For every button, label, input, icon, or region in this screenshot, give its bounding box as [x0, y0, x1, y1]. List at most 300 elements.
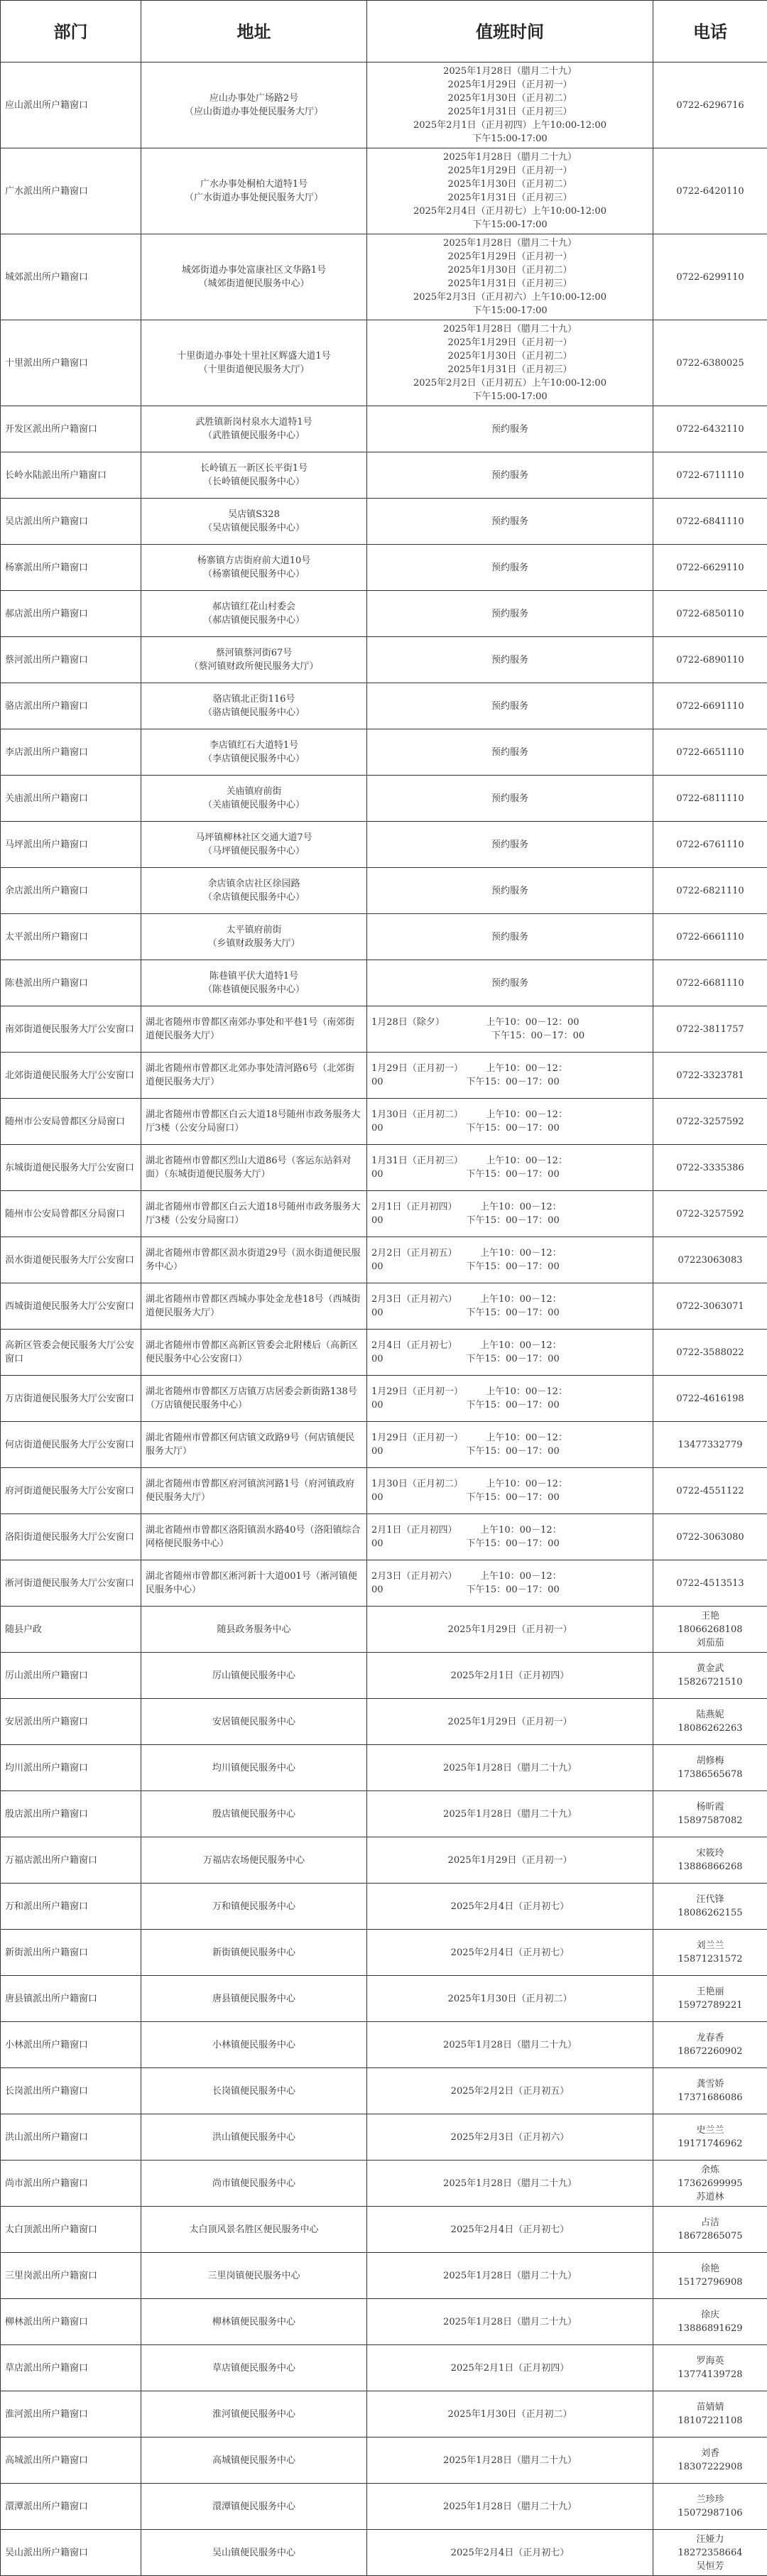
address-line: 吴山镇便民服务中心 — [148, 2546, 359, 2560]
phone-cell — [653, 2114, 767, 2161]
dept-cell: 东城街道便民服务大厅公安窗口 — [1, 1145, 141, 1191]
time-line: 2025年2月4日（正月初七） — [370, 1900, 650, 1913]
phone-cell: 0722-6432110 — [653, 406, 767, 452]
time-line: 2025年1月30日（正月初二） — [370, 92, 650, 105]
table-row — [1, 1422, 767, 1468]
time-cell — [367, 1607, 653, 1653]
address-cell — [141, 2438, 367, 2484]
phone-cell: 0722-6296716 — [653, 63, 767, 148]
time-line: 2025年1月28日（腊月二十九） — [370, 2454, 650, 2467]
phone-line: 18066268108 — [656, 1623, 764, 1636]
dept-cell: 新街派出所户籍窗口 — [1, 1930, 141, 1976]
address-cell — [141, 406, 367, 452]
time-cell — [367, 1514, 653, 1560]
address-line: 安居镇便民服务中心 — [148, 1715, 359, 1729]
address-line: 湖北省随州市曾都区府河镇滨河路1号（府河镇政府便民服务大厅） — [146, 1477, 364, 1504]
address-line: 万和镇便民服务中心 — [148, 1900, 359, 1913]
dept-cell: 草店派出所户籍窗口 — [1, 2345, 141, 2391]
time-line: 下午15:00-17:00 — [370, 132, 650, 146]
phone-cell — [653, 2253, 767, 2299]
address-cell — [141, 1699, 367, 1745]
time-cell — [367, 1237, 653, 1283]
time-line: 2025年2月4日（正月初七） — [370, 2546, 650, 2560]
phone-cell — [653, 1653, 767, 1699]
address-line: 余店镇余店社区徐园路 — [148, 877, 359, 891]
phone-cell — [653, 2438, 767, 2484]
dept-cell: 尚市派出所户籍窗口 — [1, 2161, 141, 2207]
address-line: 城郊街道办事处富康社区文华路1号 — [148, 263, 359, 277]
phone-cell: 0722-3811757 — [653, 1006, 767, 1053]
time-cell — [367, 1099, 653, 1145]
time-cell — [367, 591, 653, 637]
time-line: 00 下午15：00－17：00 — [371, 1583, 650, 1597]
phone-cell: 0722-6681110 — [653, 960, 767, 1006]
table-row — [1, 2253, 767, 2299]
phone-line: 13774139728 — [656, 2368, 764, 2381]
time-line: 2025年1月28日（腊月二十九） — [370, 1761, 650, 1775]
table-row — [1, 1884, 767, 1930]
table-row — [1, 1976, 767, 2022]
time-cell — [367, 2114, 653, 2161]
dept-cell: 十里派出所户籍窗口 — [1, 320, 141, 406]
address-line: 湖北省随州市曾都区白云大道18号随州市政务服务大厅3楼（公安分局窗口） — [146, 1200, 364, 1227]
phone-line: 王艳丽 — [656, 1985, 764, 1999]
phone-line: 15826721510 — [656, 1675, 764, 1689]
address-line: 李店镇红石大道特1号 — [148, 739, 359, 752]
address-line: （蔡河镇财政所便民服务大厅） — [148, 660, 359, 673]
address-line: （郝店镇便民服务中心） — [148, 614, 359, 627]
time-line: 2025年2月1日（正月初四） — [370, 1669, 650, 1683]
phone-cell — [653, 1930, 767, 1976]
header-time: 值班时间 — [367, 1, 653, 63]
phone-line: 龙春香 — [656, 2031, 764, 2045]
dept-cell: 随县户政 — [1, 1607, 141, 1653]
phone-line: 18307222908 — [656, 2460, 764, 2474]
phone-line: 苗婧婧 — [656, 2401, 764, 2414]
table-row — [1, 960, 767, 1006]
time-line: 2025年1月30日（正月初二） — [370, 263, 650, 277]
table-row — [1, 1607, 767, 1653]
dept-cell: 安居派出所户籍窗口 — [1, 1699, 141, 1745]
address-cell — [141, 1791, 367, 1837]
dept-cell: 城郊派出所户籍窗口 — [1, 234, 141, 320]
time-cell — [367, 683, 653, 729]
time-line: 预约服务 — [370, 607, 650, 621]
address-line: 关庙镇府前街 — [148, 785, 359, 798]
phone-line: 18086262263 — [656, 1722, 764, 1735]
address-line: 湖北省随州市曾都区南郊办事处和平巷1号（南郊街道便民服务大厅） — [146, 1016, 364, 1043]
dept-cell: 马坪派出所户籍窗口 — [1, 822, 141, 868]
dept-cell: 洛阳街道便民服务大厅公安窗口 — [1, 1514, 141, 1560]
address-line: 均川镇便民服务中心 — [148, 1761, 359, 1775]
table-row — [1, 1653, 767, 1699]
address-cell — [141, 2068, 367, 2114]
phone-line: 18272358664 — [656, 2546, 764, 2560]
address-line: 应山办事处广场路2号 — [148, 92, 359, 105]
phone-cell: 0722-3588022 — [653, 1330, 767, 1376]
table-row — [1, 1791, 767, 1837]
time-line: 预约服务 — [370, 838, 650, 852]
phone-line: 徐艳 — [656, 2262, 764, 2276]
table-row — [1, 637, 767, 683]
time-cell — [367, 868, 653, 914]
dept-cell: 高城派出所户籍窗口 — [1, 2438, 141, 2484]
address-line: 湖北省随州市曾都区淅河新十大道001号（淅河镇便民服务中心） — [146, 1570, 364, 1597]
time-line: 2025年1月30日（正月初二） — [370, 178, 650, 191]
phone-cell: 0722-6661110 — [653, 914, 767, 960]
time-line: 预约服务 — [370, 977, 650, 990]
phone-cell: 0722-6299110 — [653, 234, 767, 320]
time-line: 预约服务 — [370, 930, 650, 944]
phone-cell — [653, 1607, 767, 1653]
time-line: 2025年1月28日（腊月二十九） — [370, 2177, 650, 2190]
phone-cell — [653, 1837, 767, 1884]
dept-cell: 淮河派出所户籍窗口 — [1, 2391, 141, 2438]
phone-line: 汪娅力 — [656, 2533, 764, 2546]
table-row — [1, 2530, 767, 2576]
table-row — [1, 2299, 767, 2345]
address-cell — [141, 2299, 367, 2345]
address-line: 长岗镇便民服务中心 — [148, 2085, 359, 2098]
header-row — [1, 1, 767, 63]
phone-cell: 0722-6691110 — [653, 683, 767, 729]
address-line: 殷店镇便民服务中心 — [148, 1808, 359, 1821]
phone-cell — [653, 2391, 767, 2438]
time-line: 2025年1月31日（正月初三） — [370, 105, 650, 119]
dept-cell: 蔡河派出所户籍窗口 — [1, 637, 141, 683]
table-row — [1, 1468, 767, 1514]
table-row — [1, 1053, 767, 1099]
time-line: 2025年2月4日（正月初七） — [370, 1946, 650, 1960]
address-cell — [141, 1237, 367, 1283]
time-line: 00 下午15：00－17：00 — [371, 1491, 650, 1504]
time-line: 2025年1月29日（正月初一） — [370, 1715, 650, 1729]
time-cell — [367, 960, 653, 1006]
address-line: （城郊街道便民服务中心） — [148, 277, 359, 290]
header-dept: 部门 — [1, 1, 141, 63]
time-line: 1月28日（除夕） 上午10：00－12：00 — [371, 1016, 650, 1029]
time-line: 2025年1月28日（腊月二十九） — [370, 65, 650, 78]
phone-line: 15172796908 — [656, 2276, 764, 2289]
phone-cell: 0722-6850110 — [653, 591, 767, 637]
phone-cell: 0722-6821110 — [653, 868, 767, 914]
phone-line: 占洁 — [656, 2216, 764, 2229]
time-line: 1月31日（正月初三） 上午10：00－12： — [371, 1154, 650, 1168]
table-row — [1, 822, 767, 868]
time-line: 预约服务 — [370, 423, 650, 436]
time-line: 1月29日（正月初一） 上午10：00－12： — [371, 1385, 650, 1398]
time-line: 预约服务 — [370, 561, 650, 575]
address-line: 马坪镇柳林社区交通大道7号 — [148, 831, 359, 844]
address-cell — [141, 1330, 367, 1376]
table-row — [1, 1330, 767, 1376]
dept-cell: 骆店派出所户籍窗口 — [1, 683, 141, 729]
table-row — [1, 591, 767, 637]
table-row — [1, 1099, 767, 1145]
dept-cell: 广水派出所户籍窗口 — [1, 148, 141, 234]
address-cell — [141, 960, 367, 1006]
time-cell — [367, 406, 653, 452]
address-line: 小林镇便民服务中心 — [148, 2038, 359, 2052]
time-line: 2025年1月28日（腊月二十九） — [370, 2269, 650, 2283]
time-line: 下午15：00－17：00 — [371, 1029, 650, 1043]
dept-cell: 洪山派出所户籍窗口 — [1, 2114, 141, 2161]
address-line: 尚市镇便民服务中心 — [148, 2177, 359, 2190]
time-line: 2025年1月28日（腊月二十九） — [370, 2315, 650, 2329]
time-line: 预约服务 — [370, 792, 650, 805]
dept-cell: 高新区管委会便民服务大厅公安窗口 — [1, 1330, 141, 1376]
address-line: （乡镇财政服务大厅） — [148, 937, 359, 950]
time-line: 2025年1月28日（腊月二十九） — [370, 322, 650, 336]
time-cell — [367, 1560, 653, 1607]
dept-cell: 何店街道便民服务大厅公安窗口 — [1, 1422, 141, 1468]
table-row — [1, 406, 767, 452]
address-cell — [141, 2345, 367, 2391]
time-line: 下午15:00-17:00 — [370, 304, 650, 317]
address-line: 澴潭镇便民服务中心 — [148, 2500, 359, 2513]
time-line: 00 下午15：00－17：00 — [371, 1398, 650, 1412]
dept-cell: 太白顶派出所户籍窗口 — [1, 2207, 141, 2253]
address-line: 随县政务服务中心 — [148, 1623, 359, 1636]
time-line: 1月30日（正月初二） 上午10：00－12： — [371, 1108, 650, 1121]
dept-cell: 三里岗派出所户籍窗口 — [1, 2253, 141, 2299]
phone-cell: 0722-4513513 — [653, 1560, 767, 1607]
address-line: 郝店镇红花山村委会 — [148, 600, 359, 614]
time-cell — [367, 1884, 653, 1930]
time-line: 2025年2月1日（正月初四）上午10:00-12:00 — [370, 119, 650, 132]
address-cell — [141, 2161, 367, 2207]
phone-line: 刘兰兰 — [656, 1939, 764, 1952]
time-line: 2025年1月28日（腊月二十九） — [370, 237, 650, 250]
table-row — [1, 320, 767, 406]
time-cell — [367, 2207, 653, 2253]
time-line: 2月1日（正月初四） 上午10：00－12： — [371, 1523, 650, 1537]
dept-cell: 随州市公安局曾都区分局窗口 — [1, 1191, 141, 1237]
address-cell — [141, 1653, 367, 1699]
address-cell — [141, 2022, 367, 2068]
time-cell — [367, 1191, 653, 1237]
time-line: 2025年2月2日（正月初五）上午10:00-12:00 — [370, 376, 650, 390]
address-cell — [141, 1468, 367, 1514]
dept-cell: 开发区派出所户籍窗口 — [1, 406, 141, 452]
address-cell — [141, 776, 367, 822]
address-line: 湖北省随州市曾都区北郊办事处清河路6号（北郊街道便民服务大厅） — [146, 1062, 364, 1089]
time-line: 预约服务 — [370, 884, 650, 898]
time-cell — [367, 148, 653, 234]
table-row — [1, 2345, 767, 2391]
address-cell — [141, 1514, 367, 1560]
table-row — [1, 1006, 767, 1053]
time-line: 2025年2月3日（正月初六）上午10:00-12:00 — [370, 290, 650, 304]
phone-line: 苏道林 — [656, 2190, 764, 2204]
address-cell — [141, 1745, 367, 1791]
time-cell — [367, 2438, 653, 2484]
table-row — [1, 2022, 767, 2068]
time-line: 2025年1月29日（正月初一） — [370, 1623, 650, 1636]
time-line: 2025年2月3日（正月初六） — [370, 2131, 650, 2144]
time-line: 2月4日（正月初七） 上午10：00－12： — [371, 1339, 650, 1352]
time-cell — [367, 2299, 653, 2345]
table-row — [1, 2484, 767, 2530]
dept-cell: 澴潭派出所户籍窗口 — [1, 2484, 141, 2530]
address-cell — [141, 914, 367, 960]
time-line: 预约服务 — [370, 515, 650, 528]
address-cell — [141, 1607, 367, 1653]
table-row — [1, 1283, 767, 1330]
phone-cell: 0722-6380025 — [653, 320, 767, 406]
phone-cell: 0722-6629110 — [653, 545, 767, 591]
phone-cell: 0722-3257592 — [653, 1191, 767, 1237]
table-row — [1, 1560, 767, 1607]
phone-cell: 0722-3257592 — [653, 1099, 767, 1145]
time-line: 00 下午15：00－17：00 — [371, 1260, 650, 1273]
time-line: 00 下午15：00－17：00 — [371, 1121, 650, 1135]
table-row — [1, 452, 767, 499]
time-line: 2025年1月29日（正月初一） — [370, 336, 650, 349]
phone-cell: 0722-6761110 — [653, 822, 767, 868]
address-line: 湖北省随州市曾都区涢水街道29号（涢水街道便民服务中心） — [146, 1246, 364, 1273]
dept-cell: 应山派出所户籍窗口 — [1, 63, 141, 148]
phone-cell — [653, 1745, 767, 1791]
address-cell — [141, 452, 367, 499]
address-cell — [141, 320, 367, 406]
phone-line: 13886866268 — [656, 1860, 764, 1874]
address-line: 新街镇便民服务中心 — [148, 1946, 359, 1960]
address-cell — [141, 234, 367, 320]
address-cell — [141, 2114, 367, 2161]
dept-cell: 万店街道便民服务大厅公安窗口 — [1, 1376, 141, 1422]
time-cell — [367, 1653, 653, 1699]
table-row — [1, 2068, 767, 2114]
time-line: 00 下午15：00－17：00 — [371, 1306, 650, 1320]
phone-cell: 0722-3335386 — [653, 1145, 767, 1191]
dept-cell: 关庙派出所户籍窗口 — [1, 776, 141, 822]
time-line: 00 下午15：00－17：00 — [371, 1445, 650, 1458]
table-row — [1, 2207, 767, 2253]
time-cell — [367, 2530, 653, 2576]
time-line: 2025年1月29日（正月初一） — [370, 164, 650, 178]
time-cell — [367, 1837, 653, 1884]
time-line: 2月2日（正月初五） 上午10：00－12： — [371, 1246, 650, 1260]
dept-cell: 唐县镇派出所户籍窗口 — [1, 1976, 141, 2022]
time-line: 2025年2月4日（正月初七） — [370, 2223, 650, 2237]
address-line: 三里岗镇便民服务中心 — [148, 2269, 359, 2283]
time-cell — [367, 63, 653, 148]
address-cell — [141, 1191, 367, 1237]
time-cell — [367, 1791, 653, 1837]
phone-cell — [653, 2207, 767, 2253]
time-cell — [367, 1053, 653, 1099]
phone-line: 17371686086 — [656, 2091, 764, 2104]
dept-cell: 厉山派出所户籍窗口 — [1, 1653, 141, 1699]
address-line: 高城镇便民服务中心 — [148, 2454, 359, 2467]
address-cell — [141, 1976, 367, 2022]
table-row — [1, 1145, 767, 1191]
table-row — [1, 1837, 767, 1884]
time-line: 1月29日（正月初一） 上午10：00－12： — [371, 1431, 650, 1445]
time-cell — [367, 914, 653, 960]
phone-line: 15897587082 — [656, 1814, 764, 1827]
address-line: 杨寨镇方店街府前大道10号 — [148, 554, 359, 567]
table-row — [1, 2114, 767, 2161]
address-cell — [141, 1560, 367, 1607]
address-cell — [141, 1376, 367, 1422]
time-line: 1月30日（正月初二） 上午10：00－12： — [371, 1477, 650, 1491]
dept-cell: 府河街道便民服务大厅公安窗口 — [1, 1468, 141, 1514]
phone-cell: 0722-4616198 — [653, 1376, 767, 1422]
dept-cell: 小林派出所户籍窗口 — [1, 2022, 141, 2068]
dept-cell: 柳林派出所户籍窗口 — [1, 2299, 141, 2345]
time-line: 00 下午15：00－17：00 — [371, 1214, 650, 1227]
table-row — [1, 1376, 767, 1422]
time-cell — [367, 1376, 653, 1422]
address-line: 太白顶风景名胜区便民服务中心 — [148, 2223, 359, 2237]
time-line: 00 下午15：00－17：00 — [371, 1168, 650, 1181]
time-cell — [367, 234, 653, 320]
time-line: 2025年1月28日（腊月二十九） — [370, 2500, 650, 2513]
time-cell — [367, 729, 653, 776]
table-row — [1, 1237, 767, 1283]
phone-cell — [653, 2530, 767, 2576]
time-line: 00 下午15：00－17：00 — [371, 1352, 650, 1366]
address-line: 广水办事处桐柏大道特1号 — [148, 178, 359, 191]
time-cell — [367, 499, 653, 545]
table-row — [1, 1514, 767, 1560]
address-line: 湖北省随州市曾都区白云大道18号随州市政务服务大厅3楼（公安分局窗口） — [146, 1108, 364, 1135]
address-line: 武胜镇新岗村泉水大道特1号 — [148, 415, 359, 429]
dept-cell: 太平派出所户籍窗口 — [1, 914, 141, 960]
table-row — [1, 545, 767, 591]
header-phone: 电话 — [653, 1, 767, 63]
phone-cell: 0722-6890110 — [653, 637, 767, 683]
time-line: 2025年2月4日（正月初七）上午10:00-12:00 — [370, 205, 650, 218]
address-line: （广水街道办事处便民服务大厅） — [148, 191, 359, 205]
address-cell — [141, 1099, 367, 1145]
phone-line: 18672865075 — [656, 2229, 764, 2243]
address-cell — [141, 591, 367, 637]
phone-line: 15072987106 — [656, 2506, 764, 2520]
phone-cell: 0722-6711110 — [653, 452, 767, 499]
address-cell — [141, 1930, 367, 1976]
time-cell — [367, 1006, 653, 1053]
address-line: 太平镇府前街 — [148, 923, 359, 937]
phone-line: 汪代锋 — [656, 1893, 764, 1906]
time-cell — [367, 1745, 653, 1791]
address-line: 草店镇便民服务中心 — [148, 2362, 359, 2375]
phone-cell: 13477332779 — [653, 1422, 767, 1468]
time-line: 2025年1月31日（正月初三） — [370, 363, 650, 376]
dept-cell: 杨寨派出所户籍窗口 — [1, 545, 141, 591]
time-line: 2025年1月31日（正月初三） — [370, 277, 650, 290]
dept-cell: 均川派出所户籍窗口 — [1, 1745, 141, 1791]
address-cell — [141, 729, 367, 776]
time-cell — [367, 1283, 653, 1330]
address-line: （骆店镇便民服务中心） — [148, 706, 359, 719]
address-line: 湖北省随州市曾都区烈山大道86号（客运东站斜对面）（东城街道便民服务大厅） — [146, 1154, 364, 1181]
time-line: 2025年1月28日（腊月二十九） — [370, 2038, 650, 2052]
table-row — [1, 868, 767, 914]
address-cell — [141, 822, 367, 868]
phone-cell: 0722-6651110 — [653, 729, 767, 776]
address-line: （马坪镇便民服务中心） — [148, 844, 359, 858]
header-address: 地址 — [141, 1, 367, 63]
time-line: 下午15:00-17:00 — [370, 218, 650, 232]
dept-cell: 涢水街道便民服务大厅公安窗口 — [1, 1237, 141, 1283]
phone-line: 陆燕妮 — [656, 1708, 764, 1722]
address-cell — [141, 499, 367, 545]
table-row — [1, 148, 767, 234]
dept-cell: 万福店派出所户籍窗口 — [1, 1837, 141, 1884]
